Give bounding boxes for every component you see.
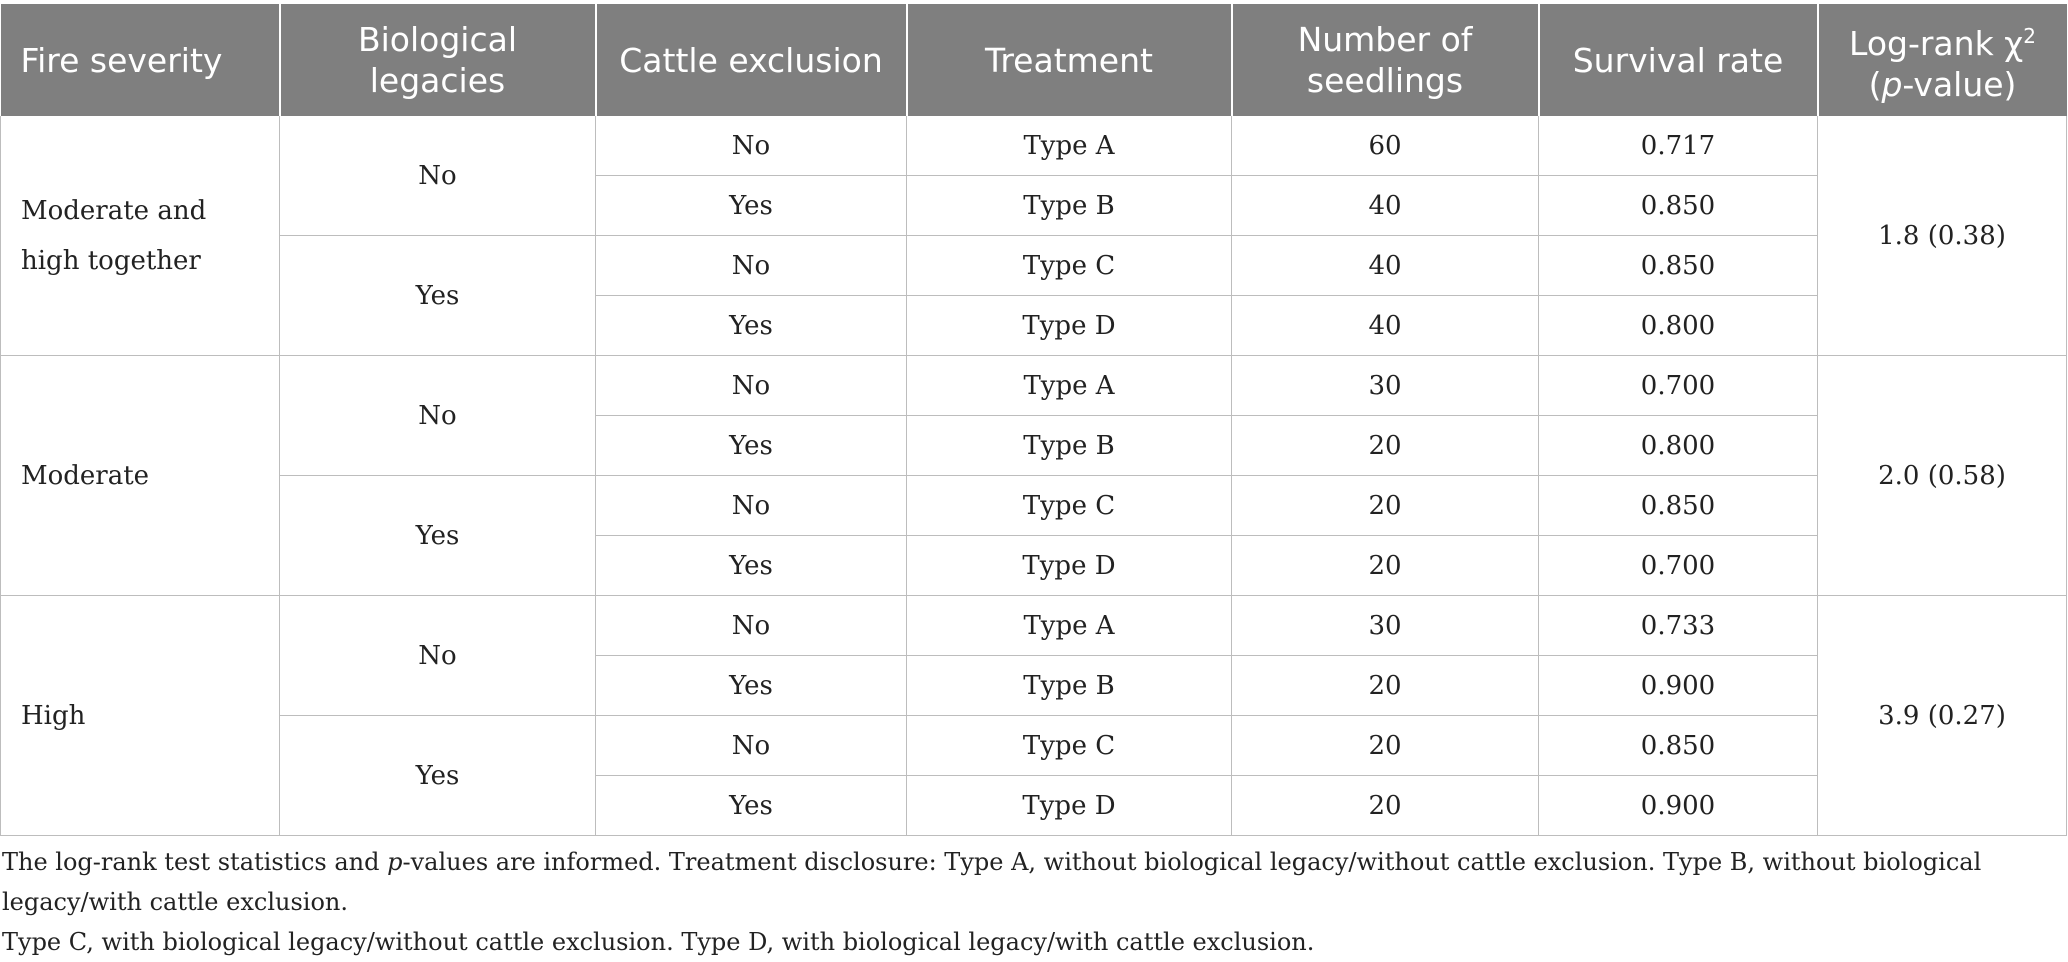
table-row [1,596,2067,656]
header-logrank-p-suffix: -value) [1902,64,2017,104]
treatment-cell: Type D [907,296,1232,356]
table-row [1,716,2067,776]
footnote-text: -values are informed. Treatment disclosure: Type A, without biological legacy/without cattle exclusion. Type B, without biological legacy/with cattle exclusion. [2,848,1982,916]
biological-legacies-cell: Yes [280,236,596,356]
number-of-seedlings-cell: 20 [1232,716,1539,776]
table-row [1,116,2067,176]
survival-rate-cell: 0.800 [1539,416,1818,476]
cattle-exclusion-cell: No [596,116,907,176]
number-of-seedlings-cell: 40 [1232,176,1539,236]
survival-rate-cell: 0.850 [1539,176,1818,236]
survival-rate-cell: 0.717 [1539,116,1818,176]
treatment-cell: Type D [907,536,1232,596]
logrank-cell: 3.9 (0.27) [1818,596,2067,836]
biological-legacies-cell: No [280,596,596,716]
footnote-text: The log-rank test statistics and [2,848,388,876]
number-of-seedlings-cell: 20 [1232,536,1539,596]
biological-legacies-cell: No [280,356,596,476]
treatment-cell: Type B [907,416,1232,476]
number-of-seedlings-cell: 30 [1232,596,1539,656]
footnote-line-1 [2,842,2062,922]
treatment-cell: Type B [907,176,1232,236]
survival-rate-cell: 0.850 [1539,236,1818,296]
survival-rate-cell: 0.850 [1539,476,1818,536]
header-number-of-seedlings: Number of seedlings [1232,4,1539,116]
survival-rate-cell: 0.700 [1539,536,1818,596]
table-row [1,356,2067,416]
survival-rate-cell: 0.900 [1539,776,1818,836]
number-of-seedlings-cell: 40 [1232,296,1539,356]
logrank-cell: 2.0 (0.58) [1818,356,2067,596]
footnote-line-2: Type C, with biological legacy/without cattle exclusion. Type D, with biological legacy/with cattle exclusion. [2,928,1315,956]
header-cattle-exclusion: Cattle exclusion [596,4,907,116]
treatment-cell: Type C [907,476,1232,536]
biological-legacies-cell: No [280,116,596,236]
fire-severity-cell: Moderate and high together [1,116,280,356]
table-body [1,116,2067,836]
biological-legacies-cell: Yes [280,716,596,836]
header-logrank-sup: 2 [2023,23,2036,48]
treatment-cell: Type C [907,716,1232,776]
cattle-exclusion-cell: No [596,356,907,416]
number-of-seedlings-cell: 20 [1232,776,1539,836]
header-biological-legacies: Biological legacies [280,4,596,116]
number-of-seedlings-cell: 40 [1232,236,1539,296]
seedling-survival-table [0,4,2067,836]
table-row [1,476,2067,536]
number-of-seedlings-cell: 20 [1232,656,1539,716]
treatment-cell: Type D [907,776,1232,836]
number-of-seedlings-cell: 20 [1232,416,1539,476]
header-logrank-p: p [1881,64,1903,104]
treatment-cell: Type A [907,356,1232,416]
header-logrank: Log-rank $\chi^2$ (p-value) [1818,4,2067,116]
cattle-exclusion-cell: Yes [596,656,907,716]
results-table-container [0,4,2068,962]
header-fire-severity: Fire severity [1,4,280,116]
cattle-exclusion-cell: No [596,236,907,296]
number-of-seedlings-cell: 20 [1232,476,1539,536]
cattle-exclusion-cell: Yes [596,776,907,836]
footnote-italic-p: p [387,848,403,876]
treatment-cell: Type A [907,116,1232,176]
fire-severity-cell: Moderate [1,356,280,596]
treatment-cell: Type C [907,236,1232,296]
biological-legacies-cell: Yes [280,476,596,596]
survival-rate-cell: 0.733 [1539,596,1818,656]
treatment-cell: Type B [907,656,1232,716]
number-of-seedlings-cell: 30 [1232,356,1539,416]
table-row [1,236,2067,296]
survival-rate-cell: 0.850 [1539,716,1818,776]
survival-rate-cell: 0.700 [1539,356,1818,416]
header-survival-rate: Survival rate [1539,4,1818,116]
survival-rate-cell: 0.800 [1539,296,1818,356]
cattle-exclusion-cell: No [596,716,907,776]
cattle-exclusion-cell: No [596,476,907,536]
fire-severity-cell: High [1,596,280,836]
treatment-cell: Type A [907,596,1232,656]
cattle-exclusion-cell: Yes [596,176,907,236]
number-of-seedlings-cell: 60 [1232,116,1539,176]
header-row [1,4,2067,116]
header-logrank-main: Log-rank χ [1849,23,2024,63]
logrank-cell: 1.8 (0.38) [1818,116,2067,356]
survival-rate-cell: 0.900 [1539,656,1818,716]
cattle-exclusion-cell: Yes [596,296,907,356]
header-treatment: Treatment [907,4,1232,116]
cattle-exclusion-cell: No [596,596,907,656]
cattle-exclusion-cell: Yes [596,536,907,596]
table-footnote [0,842,2064,962]
cattle-exclusion-cell: Yes [596,416,907,476]
